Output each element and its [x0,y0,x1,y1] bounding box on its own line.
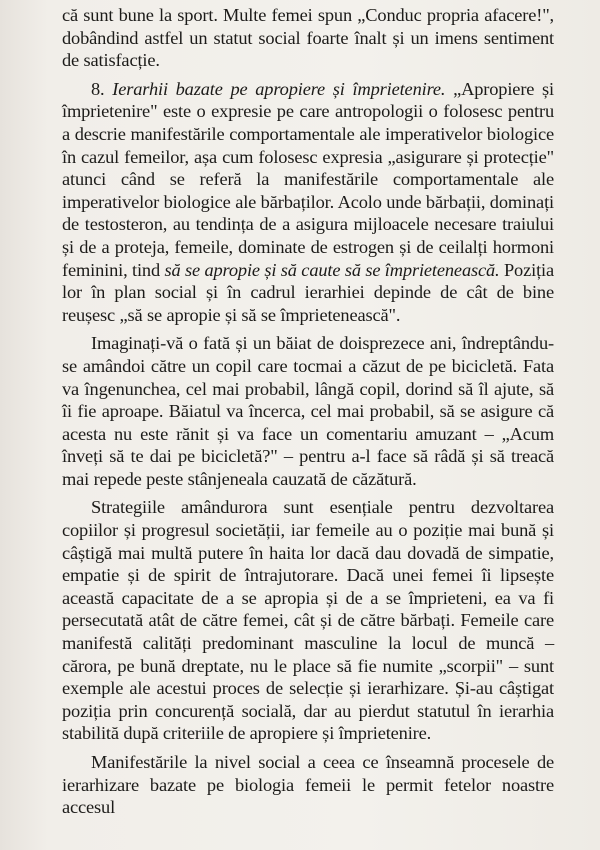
page-text [62,4,554,819]
paragraph-strategies: Strategiile amândurora sunt esențiale pentru dezvoltarea copiilor și progresul societății, iar femeile au o poziție mai bună și câștigă mai multă putere în haita lor dacă dau dovadă de simpatie, empatie și de spirit de întrajutorare. Dacă unei femei îi lipsește această capacitate de a se apropia și de a se împrieteni, ea va fi persecutată atât de către femei, cât și de către bărbați. Femeile care manifestă calități predominant masculine la locul de muncă – cărora, pe bună dreptate, nu le place să fie numite „scorpii" – sunt exemple ale acestui proces de selecție și ierarhizare. Și-au câștigat poziția prin concurență socială, dar au pierdut statutul în ierarhia stabilită după criteriile de apropiere și împrietenire. [62,497,554,744]
paragraph-example: Imaginați-vă o fată și un băiat de doisprezece ani, îndreptându-se amândoi către un copil care tocmai a căzut de pe bicicletă. Fata va îngenunchea, cel mai probabil, lângă copil, dorind să îl ajute, să îi fie aproape. Băiatul va încerca, cel mai probabil, să se asigure că acesta nu este rănit și va face un comentariu amuzant – „Acum înveți să te dai pe bicicletă?" – pentru a-l face să râdă și să treacă mai repede peste stânjeneala cauzată de căzătură. [62,333,554,489]
paragraph-section-8 [62,78,554,327]
paragraph-continued: că sunt bune la sport. Multe femei spun „Conduc propria afacere!", dobândind astfel un statut social foarte înalt și un imens sentiment de satisfacție. [62,5,554,71]
section-emphasis: să se apropie și să caute să se împrietenească. [164,259,500,280]
paragraph-final: Manifestările la nivel social a ceea ce înseamnă procesele de ierarhizare bazate pe biologia femeii le permit fetelor noastre accesul [62,752,554,818]
section-number: 8. [91,78,105,99]
section-body-start: „Apropiere și împrietenire" este o expresie pe care antropologii o folosesc pentru a descrie manifestările comportamentale ale imperativelor biologice în cazul femeilor, așa cum folosesc expresia „asigurare și protecție" atunci când se referă la manifestările comportamentale ale imperativelor biologice ale bărbaților. Acolo unde bărbații, dominați de testosteron, au tendința de a asigura mijloacele necesare traiului și de a proteja, femeile, dominate de estrogen și de ceilalți hormoni feminini, tind [62,78,554,280]
section-heading: Ierarhii bazate pe apropiere și împrietenire. [112,78,446,99]
section-body-end: Poziția lor în plan social și în cadrul ierarhiei depinde de cât de bine reușesc „să se apropie și să se împrietenească". [62,259,554,325]
